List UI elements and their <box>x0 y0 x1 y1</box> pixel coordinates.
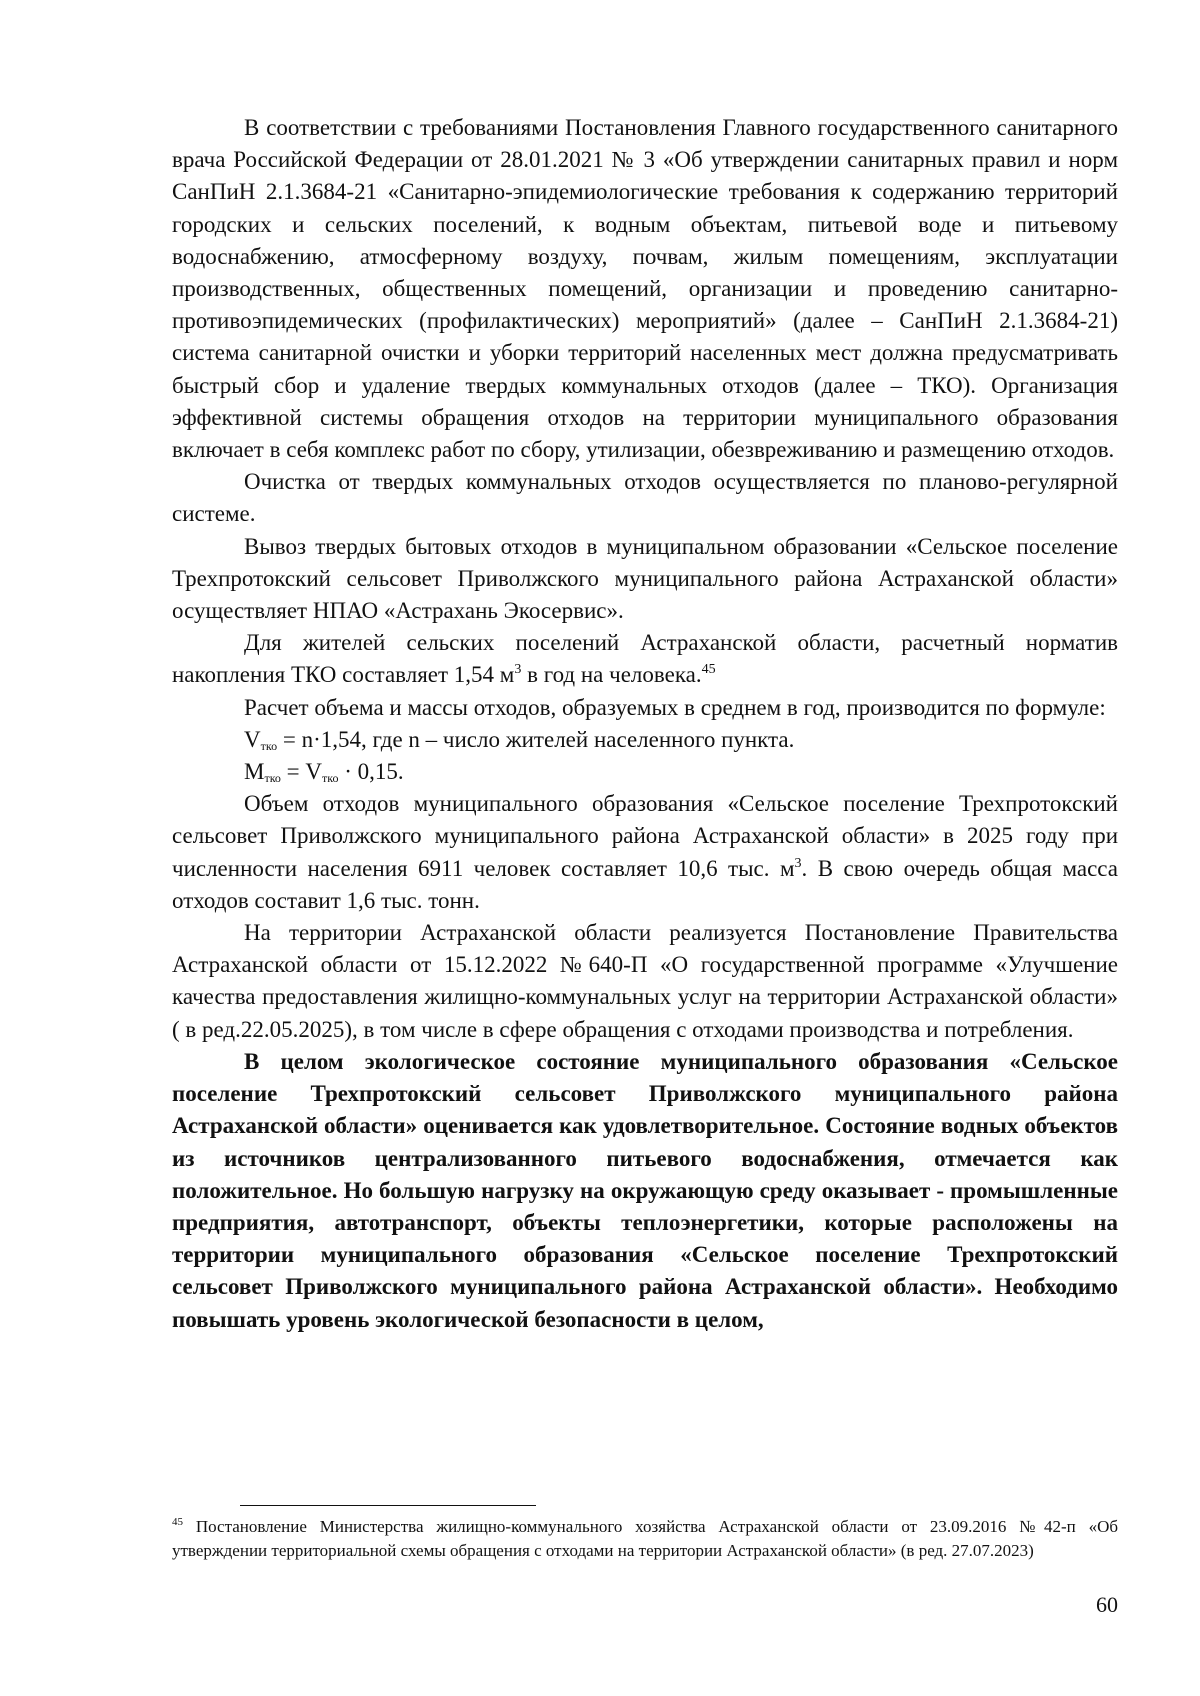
volume-text: Объем отходов муниципального образования «Сельское поселение Трехпротокский сельсовет Приволжского муниципального района Астраханской области» в 2025 году при численности населения 6911 человек составляет 10,6 тыс. м <box>172 791 1118 881</box>
paragraph-removal: Вывоз твердых бытовых отходов в муниципальном образовании «Сельское поселение Трехпротокский сельсовет Приволжского муниципального района Астраханской области» осуществляет НПАО «Астрахань Экосервис». <box>172 533 1118 624</box>
volume-text-end: . В свою очередь общая масса отходов составит 1,6 тыс. тонн. <box>172 855 1118 913</box>
formula-mass-subscript: тко <box>264 771 281 786</box>
paragraph-norm <box>172 627 1118 691</box>
norm-text-end: в год на человека. <box>521 662 702 688</box>
footnote <box>172 1515 1118 1563</box>
formula-volume-symbol: V <box>244 726 261 752</box>
volume-unit-power: 3 <box>794 855 802 871</box>
formula-volume-subscript: тко <box>260 738 278 753</box>
paragraph-conclusion: В целом экологическое состояние муниципального образования «Сельское поселение Трехпротокский сельсовет Приволжского муниципального района Астраханской области» оценивается как удовлетворительное. Состояние водных объектов из источников централизованного питьевого водоснабжения, отмечается как положительное. Но большую нагрузку на окружающую среду оказывает - промышленные предприятия, автотранспорт, объекты теплоэнергетики, которые расположены на территории муниципального образования «Сельское поселение Трехпротокский сельсовет Приволжского муниципального района Астраханской области». Необходимо повышать уровень экологической безопасности в целом, <box>172 1048 1118 1332</box>
footnote-separator <box>240 1505 536 1506</box>
formula-mass-equals: = V <box>280 759 323 785</box>
footnote-ref[interactable]: 45 <box>701 662 716 678</box>
page-body <box>172 112 1118 1336</box>
footnote-text: Постановление Министерства жилищно-коммунального хозяйства Астраханской области от 23.09.2016 №42-п «Об утверждении территориальной схемы обращения с отходами на территории Астраханской области» (в ред. 27.07.2023) <box>172 1517 1118 1560</box>
page-number: 60 <box>1096 1592 1118 1617</box>
formula-volume-expression: = n·1,54, где n – число жителей населенного пункта. <box>277 726 795 752</box>
formula-mass-expression: · 0,15. <box>338 759 404 785</box>
norm-text: Для жителей сельских поселений Астраханской области, расчетный норматив накопления ТКО составляет 1,54 м <box>172 630 1118 688</box>
paragraph-program: На территории Астраханской области реализуется Постановление Правительства Астраханской области от 15.12.2022 №640-П «О государственной программе «Улучшение качества предоставления жилищно-коммунальных услуг на территории Астраханской области» ( в ред.22.05.2025), в том числе в сфере обращения с отходами производства и потребления. <box>172 920 1118 1042</box>
paragraph-sanpin: В соответствии с требованиями Постановления Главного государственного санитарного врача Российской Федерации от 28.01.2021 № 3 «Об утверждении санитарных правил и норм СанПиН 2.1.3684-21 «Санитарно-эпидемиологические требования к содержанию территорий городских и сельских поселений, к водным объектам, питьевой воде и питьевому водоснабжению, атмосферному воздуху, почвам, жилым помещениям, эксплуатации производственных, общественных помещений, организации и проведению санитарно-противоэпидемических (профилактических) мероприятий» (далее – СанПиН 2.1.3684-21) система санитарной очистки и уборки территорий населенных мест должна предусматривать быстрый сбор и удаление твердых коммунальных отходов (далее – ТКО). Организация эффективной системы обращения отходов на территории муниципального образования включает в себя комплекс работ по сбору, утилизации, обезвреживанию и размещению отходов. <box>172 115 1118 463</box>
footnote-number: 45 <box>172 1516 183 1528</box>
formula-mass <box>172 756 1118 788</box>
formula-volume <box>172 724 1118 756</box>
paragraph-cleaning: Очистка от твердых коммунальных отходов осуществляется по планово-регулярной системе. <box>172 469 1118 527</box>
formula-mass-volume-subscript: тко <box>322 771 339 786</box>
paragraph-calculation: Расчет объема и массы отходов, образуемых в среднем в год, производится по формуле: <box>244 694 1106 720</box>
paragraph-volume <box>172 788 1118 917</box>
formula-mass-symbol: М <box>244 759 265 785</box>
norm-unit-power: 3 <box>514 662 522 678</box>
